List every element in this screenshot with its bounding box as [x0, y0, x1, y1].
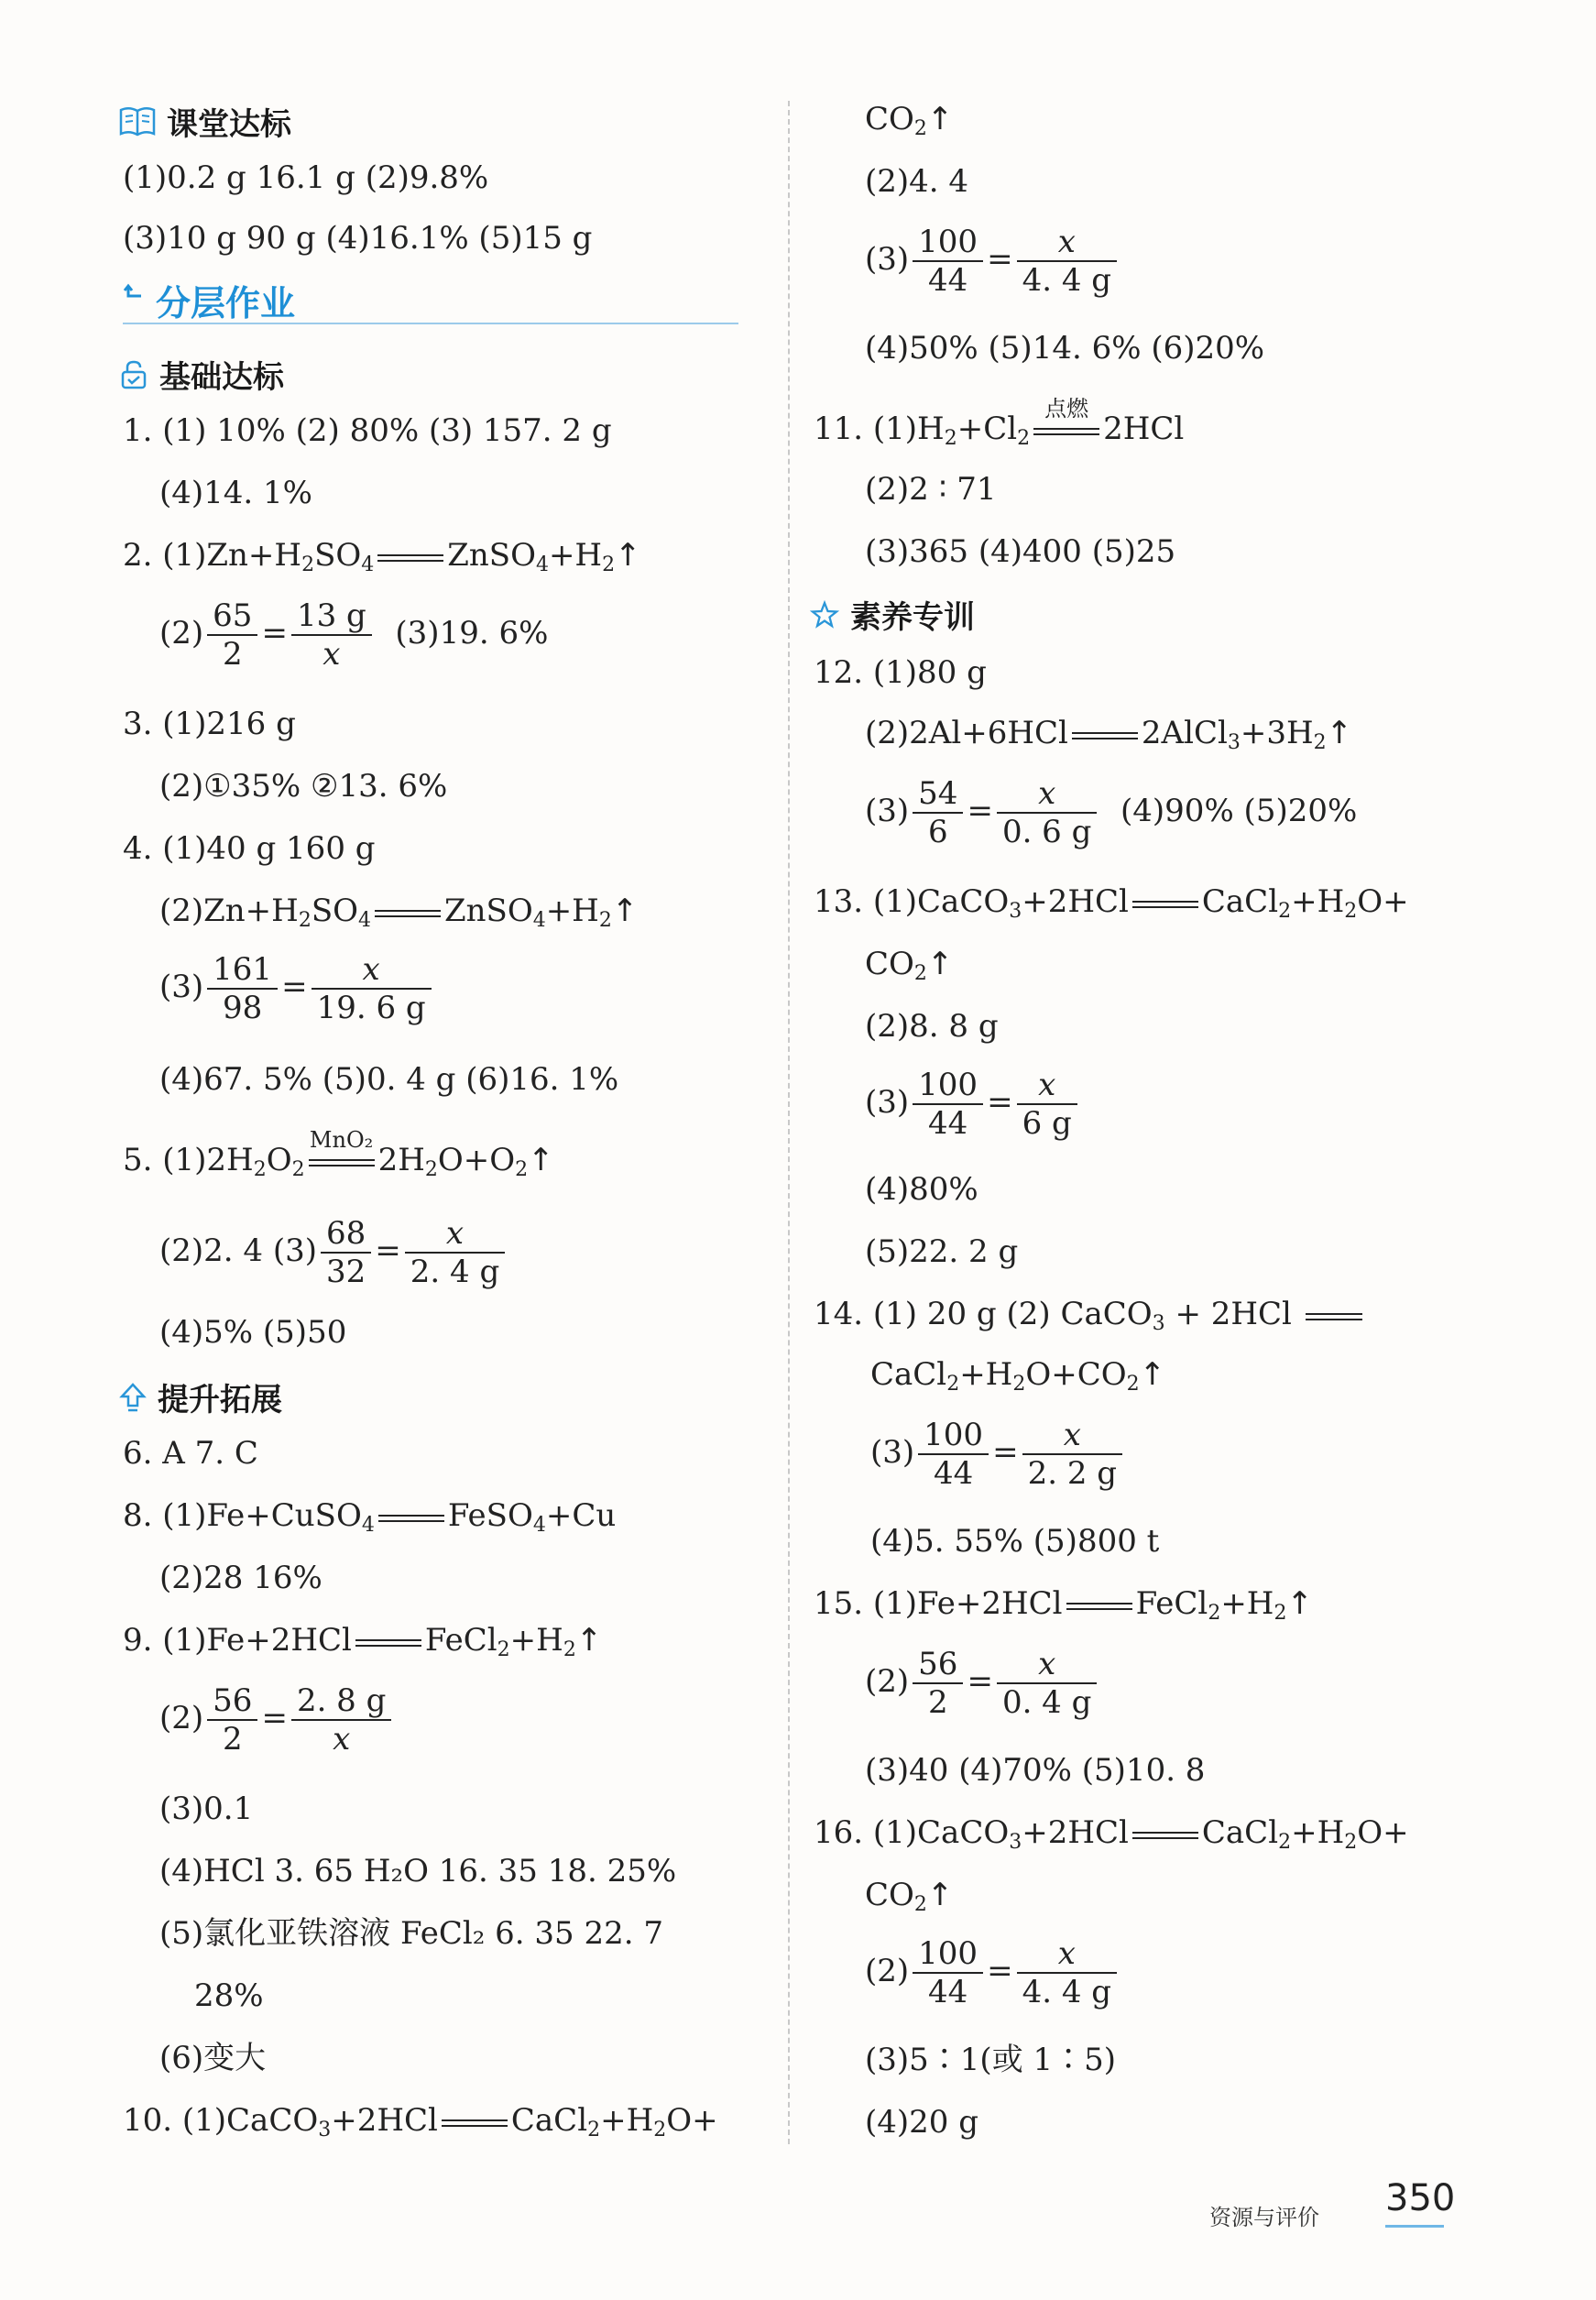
- fraction: $\frac{56}{2}$: [913, 1646, 963, 1721]
- answer-line: (4)80%: [865, 1171, 978, 1208]
- answer-line: 3. (1)216 g: [123, 706, 296, 742]
- answer-line: $CaCl_2+H_2O+CO_2↑$: [870, 1356, 1166, 1396]
- answer-line: (2)2. 4 (3) $\frac{68}{32}$ = $\frac{x}{2. 4 g}$: [159, 1215, 508, 1290]
- answer-line: (4)14. 1%: [159, 475, 312, 511]
- answer-line: (2)2 ∶ 71: [865, 471, 997, 508]
- answer-line: (2) $\frac{56}{2}$ = $\frac{x}{0. 4 g}$: [865, 1646, 1100, 1721]
- fraction: $\frac{x}{4. 4 g}$: [1017, 224, 1117, 299]
- section-title: 分层作业: [156, 283, 296, 323]
- fraction: $\frac{x}{2. 4 g}$: [405, 1215, 505, 1290]
- answer-line: (2)4. 4: [865, 163, 969, 200]
- answer-line: (3)40 (4)70% (5)10. 8: [865, 1752, 1206, 1789]
- answer-line: (3)5∶1(或 1∶5): [865, 2042, 1117, 2078]
- answer-line: 2. $(1)Zn+H_2SO_4$ $ZnSO_4+H_2↑$: [123, 537, 641, 576]
- answer-line: (4)20 g: [865, 2104, 978, 2141]
- fraction: $\frac{100}{44}$: [918, 1417, 989, 1492]
- lock-icon: [119, 359, 148, 399]
- book-icon: [119, 106, 156, 146]
- fraction: $\frac{68}{32}$: [321, 1215, 371, 1290]
- answer-line: (3) $\frac{100}{44}$ = $\frac{x}{6 g}$: [865, 1067, 1081, 1142]
- answer-line: 12. (1)80 g: [814, 654, 987, 691]
- answer-line: 4. (1)40 g 160 g: [123, 830, 376, 867]
- answer-line: 9. (1)Fe+2HCl $FeCl_2+H_2↑$: [123, 1622, 603, 1661]
- section-classroom: [119, 99, 291, 146]
- answer-line: $CO_2↑$: [865, 101, 954, 140]
- answer-line: (4)5% (5)50: [159, 1314, 347, 1351]
- answer-line: $CO_2↑$: [865, 946, 954, 985]
- section-basic: [119, 352, 284, 399]
- answer-line: (2) $\frac{65}{2}$ = $\frac{13 g}{x}$ (3)19. 6%: [159, 597, 549, 673]
- answer-line: (2)28 16%: [159, 1560, 322, 1596]
- answer-line: (2) $\frac{56}{2}$ = $\frac{2. 8 g}{x}$: [159, 1682, 395, 1758]
- page-number-underline: [1385, 2225, 1444, 2228]
- answer-line: (2)2Al+6HCl $2AlCl_3+3H_2↑$: [865, 715, 1353, 754]
- section-title: 基础达标: [159, 359, 284, 396]
- fraction: $\frac{13 g}{x}$: [291, 597, 372, 673]
- answer-line: (1)0.2 g 16.1 g (2)9.8%: [123, 159, 489, 196]
- answer-line: 6. A 7. C: [123, 1435, 258, 1472]
- answer-line: (4)50% (5)14. 6% (6)20%: [865, 330, 1265, 367]
- answer-line: 16. (1)CaCO$_3$+2HCl $CaCl_2+H_2O+$: [814, 1814, 1409, 1854]
- answer-line: 14. (1) 20 g (2) CaCO$_3$ + 2HCl: [814, 1296, 1302, 1335]
- fraction: $\frac{2. 8 g}{x}$: [291, 1682, 391, 1758]
- answer-line: (2)①35% ②13. 6%: [159, 768, 448, 805]
- answer-line: 28%: [194, 1977, 264, 2014]
- answer-line: (3)10 g 90 g (4)16.1% (5)15 g: [123, 220, 593, 257]
- answer-line: 13. (1)CaCO$_3$+2HCl $CaCl_2+H_2O+$: [814, 883, 1409, 923]
- heading-underline: [123, 323, 738, 324]
- answer-line: 1. (1) 10% (2) 80% (3) 157. 2 g: [123, 412, 612, 449]
- fraction: $\frac{x}{6 g}$: [1017, 1067, 1077, 1142]
- fraction: $\frac{161}{98}$: [207, 951, 278, 1026]
- fraction: $\frac{x}{4. 4 g}$: [1017, 1935, 1117, 2010]
- answer-line: (3) $\frac{100}{44}$ = $\frac{x}{4. 4 g}$: [865, 224, 1120, 299]
- answer-line: 10. (1)CaCO$_3$+2HCl $CaCl_2+H_2O+$: [123, 2102, 718, 2141]
- answer-line: (3) $\frac{161}{98}$ = $\frac{x}{19. 6 g}$: [159, 951, 435, 1026]
- fraction: $\frac{56}{2}$: [207, 1682, 257, 1758]
- answer-line: (6)变大: [159, 2040, 267, 2076]
- answer-line: (3)365 (4)400 (5)25: [865, 533, 1176, 570]
- fraction: $\frac{100}{44}$: [913, 224, 983, 299]
- fraction: $\frac{65}{2}$: [207, 597, 257, 673]
- page-number: 350: [1385, 2177, 1456, 2219]
- section-title: 课堂达标: [167, 106, 291, 143]
- fraction: $\frac{x}{2. 2 g}$: [1022, 1417, 1122, 1492]
- return-arrow-icon: [123, 275, 147, 315]
- answer-line: (2) $\frac{100}{44}$ = $\frac{x}{4. 4 g}$: [865, 1935, 1120, 2010]
- answer-line: 5. $(1)2H_2O_2$ MnO₂ $2H_2O+O_2↑$: [123, 1127, 554, 1181]
- footer-label: 资源与评价: [1209, 2205, 1319, 2230]
- section-title: 素养专训: [850, 599, 975, 636]
- answer-line: (5)氯化亚铁溶液 FeCl₂ 6. 35 22. 7: [159, 1915, 663, 1952]
- answer-line: (4)HCl 3. 65 H₂O 16. 35 18. 25%: [159, 1853, 677, 1889]
- answer-line: (4)5. 55% (5)800 t: [870, 1523, 1160, 1560]
- answer-line: (5)22. 2 g: [865, 1233, 1019, 1270]
- answer-line: 11. $(1)H_2+Cl_2$ 点燃 2HCl: [814, 396, 1185, 450]
- fraction: $\frac{100}{44}$: [913, 1067, 983, 1142]
- column-divider: [788, 101, 790, 2144]
- up-arrow-icon: [119, 1382, 147, 1421]
- fraction: $\frac{x}{0. 6 g}$: [997, 775, 1097, 850]
- answer-line: 8. (1)Fe+CuSO$_4$ FeSO$_4$+Cu: [123, 1497, 617, 1537]
- answer-line: $(2)Zn+H_2SO_4$ $ZnSO_4+H_2↑$: [159, 893, 639, 932]
- answer-line: (3)0.1: [159, 1791, 254, 1827]
- fraction: $\frac{54}{6}$: [913, 775, 963, 850]
- answer-line: $CO_2↑$: [865, 1877, 954, 1916]
- fraction: $\frac{100}{44}$: [913, 1935, 983, 2010]
- section-title: 提升拓展: [158, 1382, 282, 1418]
- answer-line: (2)8. 8 g: [865, 1008, 999, 1045]
- fraction: $\frac{x}{19. 6 g}$: [312, 951, 432, 1026]
- answer-line: (4)67. 5% (5)0. 4 g (6)16. 1%: [159, 1061, 619, 1098]
- section-layered: [123, 275, 295, 325]
- answer-line: 15. (1)Fe+2HCl $FeCl_2+H_2↑$: [814, 1585, 1313, 1625]
- answer-line: (3) $\frac{100}{44}$ = $\frac{x}{2. 2 g}$: [870, 1417, 1126, 1492]
- fraction: $\frac{x}{0. 4 g}$: [997, 1646, 1097, 1721]
- answer-line: (3) $\frac{54}{6}$ = $\frac{x}{0. 6 g}$ (4)90% (5)20%: [865, 775, 1358, 850]
- section-literacy: [810, 592, 975, 638]
- section-extend: [119, 1375, 282, 1421]
- star-icon: [810, 600, 839, 638]
